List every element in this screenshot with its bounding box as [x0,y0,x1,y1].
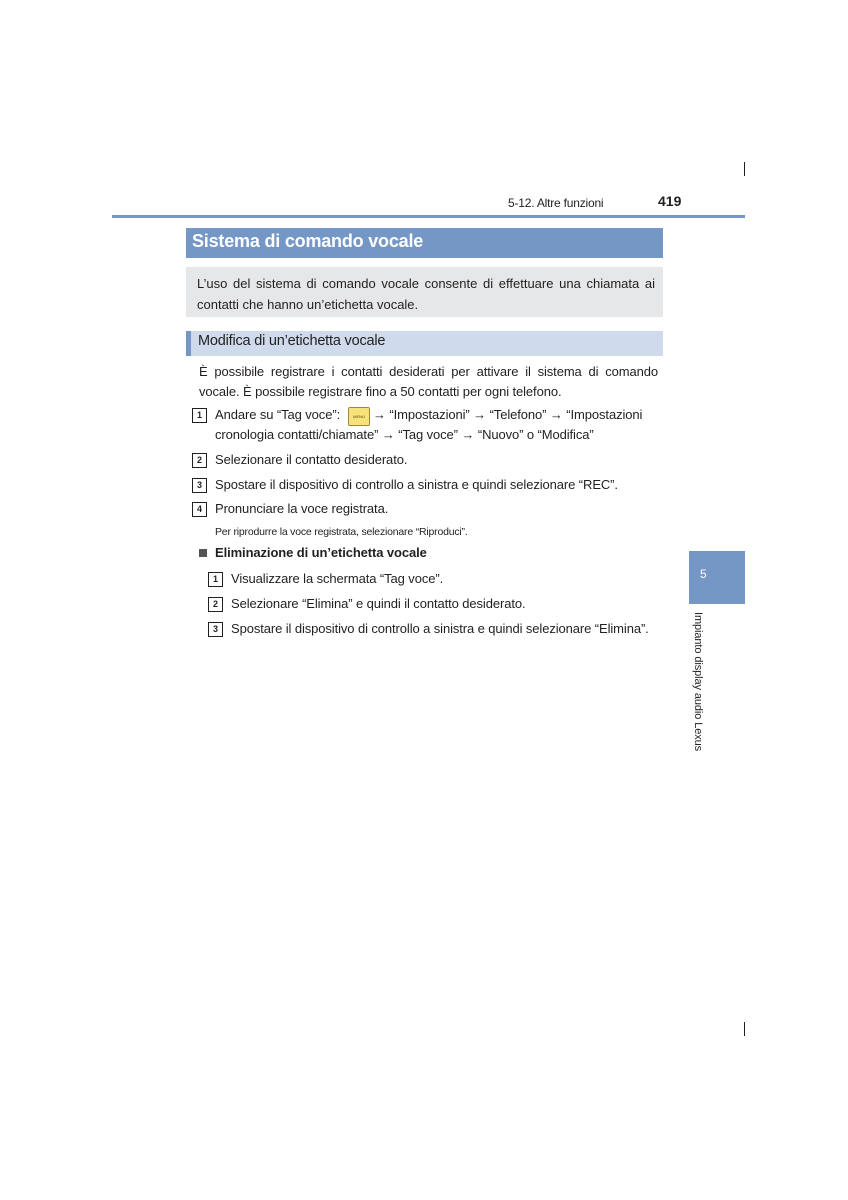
page-number: 419 [658,193,682,209]
subsection-accent [186,331,191,356]
step-3-text: Spostare il dispositivo di controllo a sinistra e quindi selezionare “REC”. [215,477,618,492]
intro-text: L’uso del sistema di comando vocale consente di effettuare una chiamata ai contatti che hanno un’etichetta vocale. [197,276,655,312]
step-1-text-a: Andare su “Tag voce”: [215,407,341,422]
step-number-4: 4 [192,502,207,517]
elim-step-3-text: Spostare il dispositivo di controllo a sinistra e quindi selezionare “Elimina”. [231,621,649,636]
step-4-text: Pronunciare la voce registrata. [215,501,389,516]
note-text: Per riprodurre la voce registrata, selezionare “Riproduci”. [215,526,468,538]
step-2-text: Selezionare il contatto desiderato. [215,452,408,467]
section-title: Sistema di comando vocale [192,231,424,251]
step-number-3: 3 [192,478,207,493]
step-number-1: 1 [192,408,207,423]
subsection-title: Modifica di un’etichetta vocale [198,333,386,349]
header-rule [112,215,745,218]
crop-mark-top [744,162,745,176]
chapter-tab-label-wrap [689,612,713,772]
chapter-tab-number: 5 [700,567,707,581]
elim-step-1-text: Visualizzare la schermata “Tag voce”. [231,571,444,586]
elim-step-number-2: 2 [208,597,223,612]
header-section-label: 5-12. Altre funzioni [508,196,604,210]
chapter-tab-label: Impianto display audio Lexus [692,612,704,752]
square-bullet-icon [199,549,207,557]
crop-mark-bottom [744,1022,745,1036]
menu-icon: MENU [348,407,370,426]
elim-step-2-text: Selezionare “Elimina” e quindi il contatto desiderato. [231,596,526,611]
step-number-2: 2 [192,453,207,468]
body-paragraph: È possibile registrare i contatti desiderati per attivare il sistema di comando vocale. È possibile registrare fino a 50 contatti per ogni telefono. [199,364,658,399]
chapter-tab [689,551,745,604]
elim-step-number-1: 1 [208,572,223,587]
step-1-text-b: → “Impostazioni” → “Telefono” → “Impostazioni [373,407,643,422]
step-1-text-c: cronologia contatti/chiamate” → “Tag voce” → “Nuovo” o “Modifica” [215,427,594,442]
elimination-title: Eliminazione di un’etichetta vocale [215,545,427,560]
elim-step-number-3: 3 [208,622,223,637]
